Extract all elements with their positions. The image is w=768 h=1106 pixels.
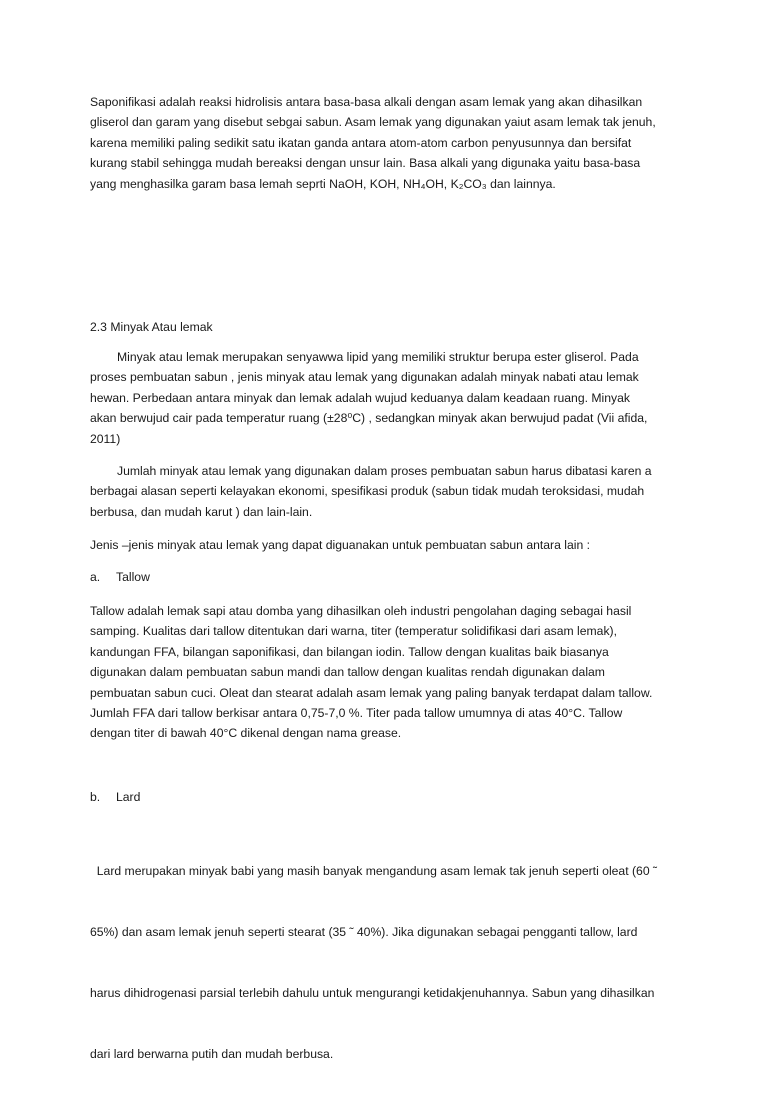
text-line: proses pembuatan sabun , jenis minyak atau lemak yang digunakan adalah minyak nabati atau lemak xyxy=(90,370,639,385)
list-item-title: Lard xyxy=(116,790,141,804)
text-line: akan berwujud cair pada temperatur ruang (±28⁰C) , sedangkan minyak akan berwujud padat (Vii afida, xyxy=(90,411,648,426)
minyak-paragraph xyxy=(90,347,690,449)
jenis-paragraph: Jenis –jenis minyak atau lemak yang dapat diguanakan untuk pembuatan sabun antara lain : xyxy=(90,538,591,552)
text-line: Tallow adalah lemak sapi atau domba yang dihasilkan oleh industri pengolahan daging sebagai hasil xyxy=(90,604,632,618)
text-line: kandungan FFA, bilangan saponifikasi, dan bilangan iodin. Tallow dengan kualitas baik biasanya xyxy=(90,644,609,659)
list-item-tallow-heading xyxy=(90,567,690,587)
text-line: 65%) dan asam lemak jenuh seperti stearat (35 ˜ 40%). Jika digunakan sebagai pengganti tallow, lard xyxy=(90,925,638,940)
text-line: berbusa, dan mudah karut ) dan lain-lain. xyxy=(90,504,313,519)
text-line: kurang stabil sehingga mudah bereaksi dengan unsur lain. Basa alkali yang digunaka yaitu basa-basa xyxy=(90,156,641,171)
text-line: berbagai alasan seperti kelayakan ekonomi, spesifikasi produk (sabun tidak mudah teroksidasi, mudah xyxy=(90,484,645,499)
text-line: samping. Kualitas dari tallow ditentukan dari warna, titer (temperatur solidifikasi dari asam lemak), xyxy=(90,624,617,639)
text-line: pembuatan sabun cuci. Oleat dan stearat adalah asam lemak yang paling banyak terdapat dalam tallow. xyxy=(90,685,653,700)
jumlah-paragraph xyxy=(90,461,690,522)
text-line: Lard merupakan minyak babi yang masih banyak mengandung asam lemak tak jenuh seperti oleat (60 ˜ xyxy=(90,863,658,878)
text-line: gliserol dan garam yang disebut sebgai sabun. Asam lemak yang digunakan yaiut asam lemak tak jenuh, xyxy=(90,115,656,130)
lard-paragraph xyxy=(90,820,690,1106)
text-line: dari lard berwarna putih dan mudah berbusa. xyxy=(90,1047,334,1062)
text-line: karena memiliki paling sedikit satu ikatan ganda antara atom-atom carbon penyusunnya dan bersifat xyxy=(90,135,632,150)
text-line: harus dihidrogenasi parsial terlebih dahulu untuk mengurangi ketidakjenuhannya. Sabun yang dihasilkan xyxy=(90,986,655,1001)
list-item-title: Tallow xyxy=(116,570,150,584)
intro-paragraph xyxy=(90,92,690,194)
text-line: Jumlah minyak atau lemak yang digunakan dalam proses pembuatan sabun harus dibatasi karen a xyxy=(117,464,652,478)
text-line: digunakan dalam pembuatan sabun mandi dan tallow dengan kualitas rendah digunakan dalam xyxy=(90,665,605,680)
text-line: Minyak atau lemak merupakan senyawwa lipid yang memiliki struktur berupa ester gliserol. Pada xyxy=(117,350,639,364)
section-heading: 2.3 Minyak Atau lemak xyxy=(90,320,213,334)
list-marker: b. xyxy=(90,790,101,804)
tallow-paragraph xyxy=(90,601,690,744)
text-line: Saponifikasi adalah reaksi hidrolisis antara basa-basa alkali dengan asam lemak yang akan dihasilkan xyxy=(90,95,643,109)
list-marker: a. xyxy=(90,570,101,584)
text-line: Jumlah FFA dari tallow berkisar antara 0,75-7,0 %. Titer pada tallow umumnya di atas 40°C. Tallow xyxy=(90,706,623,721)
text-line: yang menghasilka garam basa lemah seprti NaOH, KOH, NH₄OH, K₂CO₃ dan lainnya. xyxy=(90,176,556,191)
text-line: hewan. Perbedaan antara minyak dan lemak adalah wujud keduanya dalam keadaan ruang. Minyak xyxy=(90,390,630,405)
text-line: 2011) xyxy=(90,431,121,446)
list-item-lard-heading xyxy=(90,787,690,807)
text-line: dengan titer di bawah 40°C dikenal dengan nama grease. xyxy=(90,726,402,741)
